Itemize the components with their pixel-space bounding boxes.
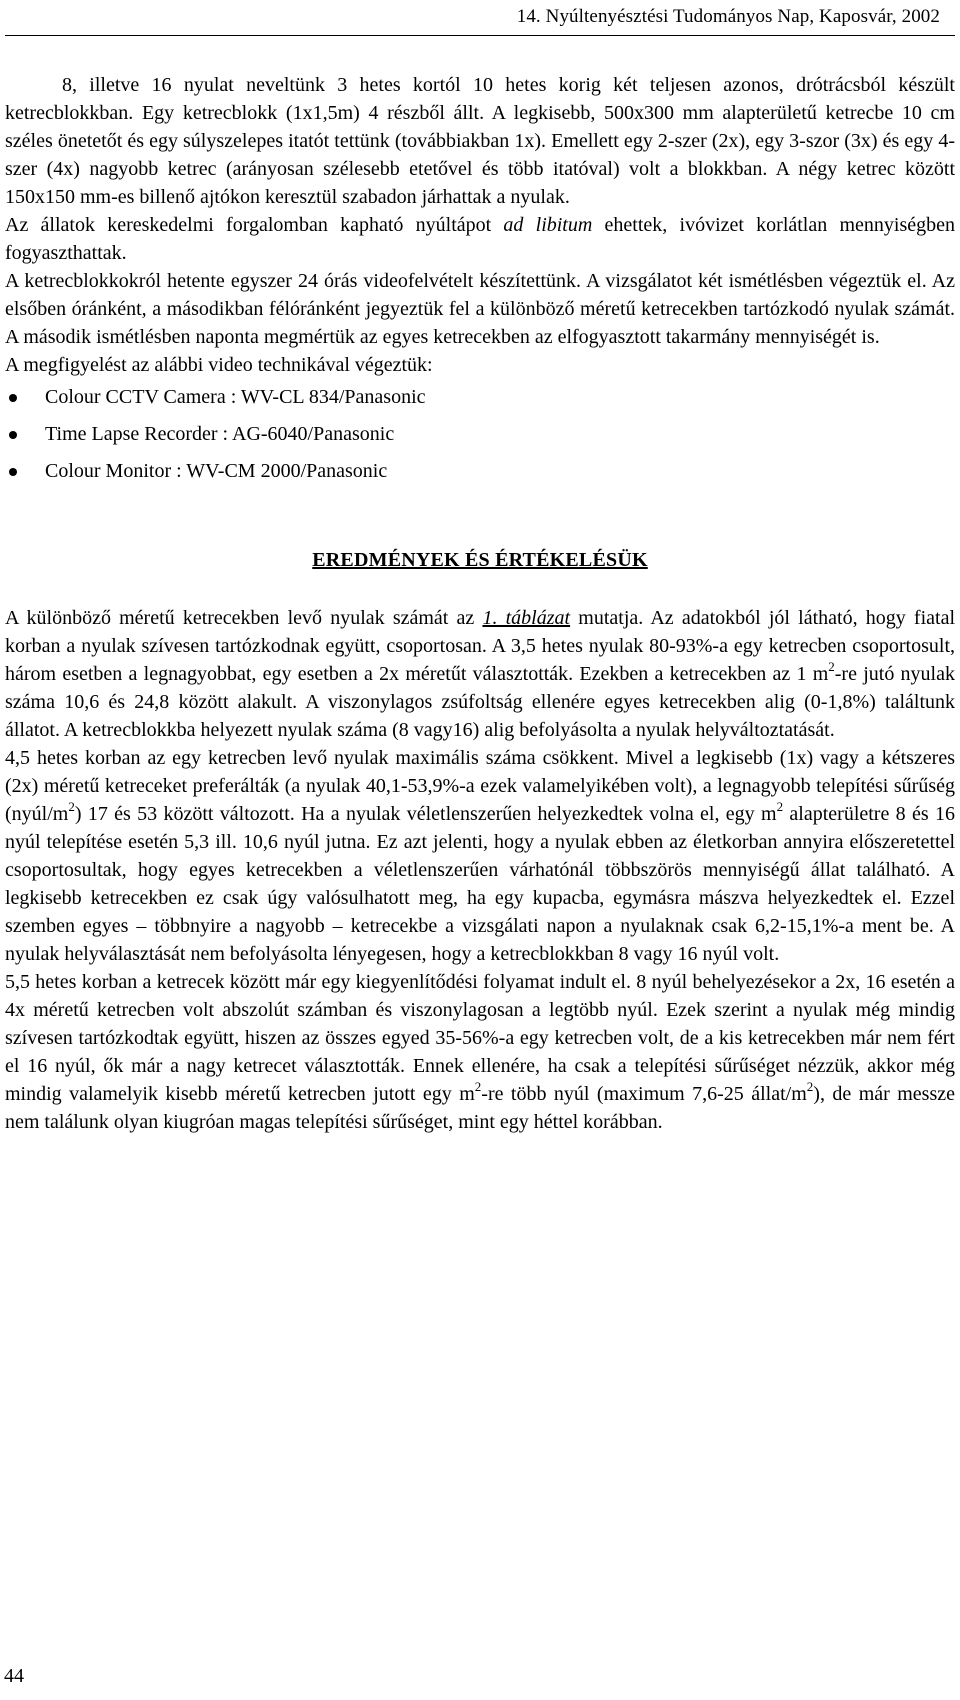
paragraph-results-5-5-weeks: [5, 968, 955, 1136]
list-item-label: Colour Monitor : WV-CM 2000/Panasonic: [45, 460, 388, 482]
header-rule: [5, 35, 955, 36]
paragraph-methods-cages: 8, illetve 16 nyulat neveltünk 3 hetes kortól 10 hetes korig két teljesen azonos, drótrácsból készült ketrecblokkban. Egy ketrecblokk (1x1,5m) 4 részből állt. A legkisebb, 500x300 mm alapterületű ketrecbe 10 cm széles önetetőt és egy súlyszelepes itatót tettünk (továbbiakban 1x). Emellett egy 2-szer (2x), egy 3-szor (3x) és egy 4-szer (4x) nagyobb ketrec (arányosan szélesebb etetővel és több itatóval) volt a blokkban. A négy ketrec között 150x150 mm-es billenő ajtókon keresztül szabadon járhattak a nyulak.: [5, 74, 955, 208]
text-segment: 5,5 hetes korban a ketrecek között már egy kiegyenlítődési folyamat indult el. 8 nyúl behelyezésekor a 2x, 16 esetén a 4x méretű ketrecben volt abszolút számban és viszonylagosan a legtöbb nyúl. Ezek szerint a nyulak még mindig szívesen tartózkodtak együtt, hiszen az összes egyed 35-56%-a egy ketrecben volt, de a kis ketrecekben már nem fért el 16 nyúl, ők már a nagy ketrecet választották. Ennek ellenére, ha csak a telepítési sűrűséget nézzük, akkor még mindig valamelyik kisebb méretű ketrecben jutott egy m: [5, 971, 955, 1105]
list-item-label: Time Lapse Recorder : AG-6040/Panasonic: [45, 423, 395, 445]
paragraph-results-3-5-weeks: [5, 604, 955, 744]
paragraph-results-4-5-weeks: [5, 744, 955, 968]
list-item: [5, 379, 955, 416]
section-title: EREDMÉNYEK ÉS ÉRTÉKELÉSÜK: [312, 549, 648, 571]
text-segment: alapterületre 8 és 16 nyúl telepítése esetén 5,3 ill. 10,6 nyúl jutna. Ez azt jelenti, hogy a nyulak ebben az életkorban annyira előszeretettel csoportosultak, hogy egyes ketrecekben a véletlenszerűen várhatónál többszörös mennyiségű állat található. A legkisebb ketrecekben ez csak úgy valósulhatott meg, ha egy kupacba, egymásra mászva helyezkedtek el. Ezzel szemben egyes – többnyire a nagyobb – ketrecekbe a vizsgálati napon a nyulaknak csak 6,2-15,1%-a ment be. A nyulak helyválasztását nem befolyásolta lényegesen, hogy a ketrecblokkban 8 vagy 16 nyúl volt.: [5, 803, 955, 965]
bullet-icon: [9, 468, 17, 476]
superscript: 2: [474, 1079, 482, 1094]
superscript: 2: [68, 799, 75, 814]
page-number: 44: [4, 1665, 24, 1687]
text-segment: -re jutó nyulak száma 10,6 és 24,8 között alakult. A viszonylagos zsúfoltság ellenére egyes ketrecekben alig (0-1,8%) találtunk állatot. A ketrecblokkba helyezett nyulak száma (8 vagy16) alig befolyásolta a nyulak helyváltoztatását.: [5, 663, 955, 741]
text-segment: ), de már messze nem találunk olyan kiugróan magas telepítési sűrűséget, mint egy héttel korábban.: [5, 1083, 956, 1133]
paragraph-feeding: [5, 211, 955, 267]
list-item: [5, 416, 955, 453]
text-segment: -re több nyúl (maximum 7,6-25 állat/m: [481, 1083, 807, 1105]
bullet-icon: [9, 431, 17, 439]
paragraph-video-intro: A megfigyelést az alábbi video technikával végeztük:: [5, 354, 433, 376]
paragraph-feeding-text-a: Az állatok kereskedelmi forgalomban kapható nyúltápot: [5, 214, 504, 236]
running-header: 14. Nyúltenyésztési Tudományos Nap, Kaposvár, 2002: [516, 6, 940, 27]
superscript: 2: [776, 799, 784, 814]
page-body: [5, 71, 955, 1136]
paragraph-video-recording: A ketrecblokkokról hetente egyszer 24 órás videofelvételt készítettünk. A vizsgálatot két ismétlésben végeztük el. Az elsőben óránként, a másodikban félóránként jegyeztük fel a különböző méretű ketrecekben tartózkodó nyulak számát. A második ismétlésben naponta megmértük az egyes ketrecekben az elfogyasztott takarmány mennyiségét is.: [5, 270, 955, 348]
text-segment: mutatja. Az adatokból jól látható, hogy fiatal korban a nyulak szívesen tartózkodnak együtt, csoportosan. A 3,5 hetes nyulak 80-93%-a egy ketrecben csoportosult, három esetben a legnagyobbat, egy esetben a 2x méretűt választották. Ezekben a ketrecekben az 1 m: [5, 607, 956, 685]
text-segment: A különböző méretű ketrecekben levő nyulak számát az: [5, 607, 483, 629]
paragraph-feeding-text-b: ehettek, ivóvizet korlátlan mennyiségben fogyaszthattak.: [5, 214, 955, 264]
list-item-label: Colour CCTV Camera : WV-CL 834/Panasonic: [45, 386, 426, 408]
list-item: [5, 453, 955, 490]
superscript: 2: [806, 1079, 814, 1094]
equipment-list: [5, 379, 955, 490]
text-segment: 4,5 hetes korban az egy ketrecben levő nyulak maximális száma csökkent. Mivel a legkisebb (1x) vagy a kétszeres (2x) méretű ketreceket preferálták (a nyulak 40,1-53,9%-a ezek valamelyikében volt), a legnagyobb telepítési sűrűség (nyúl/m: [5, 747, 955, 825]
bullet-icon: [9, 394, 17, 402]
ad-libitum-term: ad libitum: [503, 214, 593, 236]
table-reference-link[interactable]: 1. táblázat: [482, 607, 571, 629]
text-segment: ) 17 és 53 között változott. Ha a nyulak véletlenszerűen helyezkedtek volna el, egy m: [74, 803, 777, 825]
superscript: 2: [828, 659, 835, 674]
